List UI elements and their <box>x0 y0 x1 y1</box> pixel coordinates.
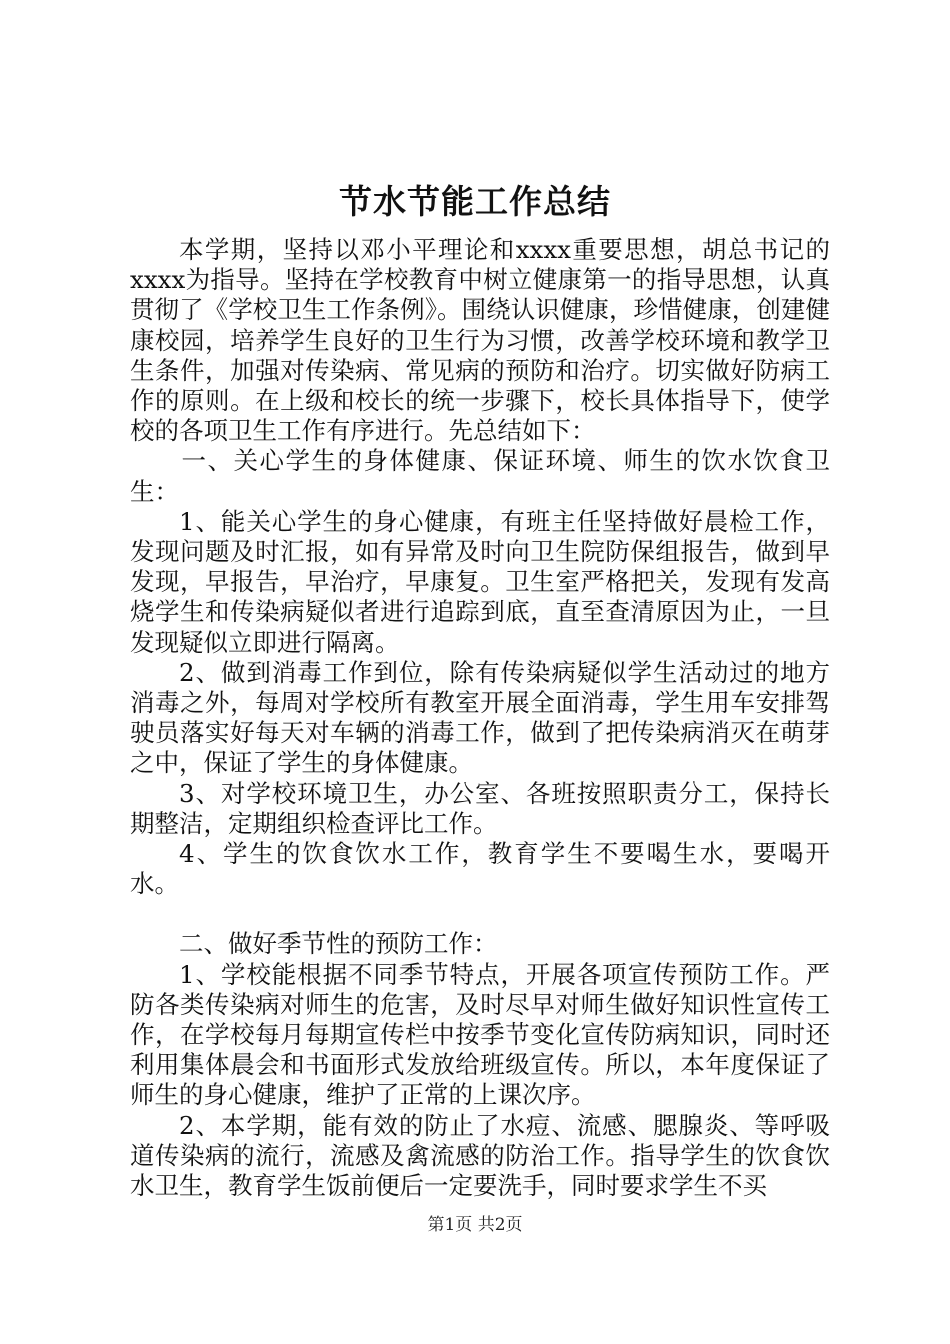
document-title: 节水节能工作总结 <box>339 182 611 221</box>
section-two-heading: 二、做好季节性的预防工作： <box>179 929 498 959</box>
page-footer: 第1页 共2页 <box>427 1215 523 1235</box>
section-two-item-2: 2、本学期，能有效的防止了水痘、流感、腮腺炎、等呼吸道传染病的流行，流感及禽流感的防治工作。指导学生的饮食饮水卫生，教育学生饭前便后一定要洗手，同时要求学生不买 <box>130 1110 830 1201</box>
blank-line <box>130 899 830 929</box>
section-one-item-4: 4、学生的饮食饮水工作，教育学生不要喝生水，要喝开水。 <box>130 839 830 899</box>
document-body <box>130 235 830 1201</box>
section-one-heading: 一、关心学生的身体健康、保证环境、师生的饮水饮食卫生： <box>130 446 830 506</box>
section-one-item-1: 1、能关心学生的身心健康，有班主任坚持做好晨检工作，发现问题及时汇报，如有异常及时向卫生院防保组报告，做到早发现，早报告，早治疗，早康复。卫生室严格把关，发现有发高烧学生和传染病疑似者进行追踪到底，直至查清原因为止，一旦发现疑似立即进行隔离。 <box>130 506 830 657</box>
section-one-item-2: 2、做到消毒工作到位，除有传染病疑似学生活动过的地方消毒之外，每周对学校所有教室开展全面消毒，学生用车安排驾驶员落实好每天对车辆的消毒工作，做到了把传染病消灭在萌芽之中，保证了学生的身体健康。 <box>130 657 830 778</box>
section-one-item-3: 3、对学校环境卫生，办公室、各班按照职责分工，保持长期整洁，定期组织检查评比工作。 <box>130 778 830 838</box>
intro-paragraph: 本学期，坚持以邓小平理论和xxxx重要思想，胡总书记的xxxx为指导。坚持在学校教育中树立健康第一的指导思想，认真贯彻了《学校卫生工作条例》。围绕认识健康，珍惜健康，创建健康校园，培养学生良好的卫生行为习惯，改善学校环境和教学卫生条件，加强对传染病、常见病的预防和治疗。切实做好防病工作的原则。在上级和校长的统一步骤下，校长具体指导下，使学校的各项卫生工作有序进行。先总结如下： <box>130 235 830 446</box>
section-two-item-1: 1、学校能根据不同季节特点，开展各项宣传预防工作。严防各类传染病对师生的危害，及时尽早对师生做好知识性宣传工作，在学校每月每期宣传栏中按季节变化宣传防病知识，同时还利用集体晨会和书面形式发放给班级宣传。所以，本年度保证了师生的身心健康，维护了正常的上课次序。 <box>130 959 830 1110</box>
